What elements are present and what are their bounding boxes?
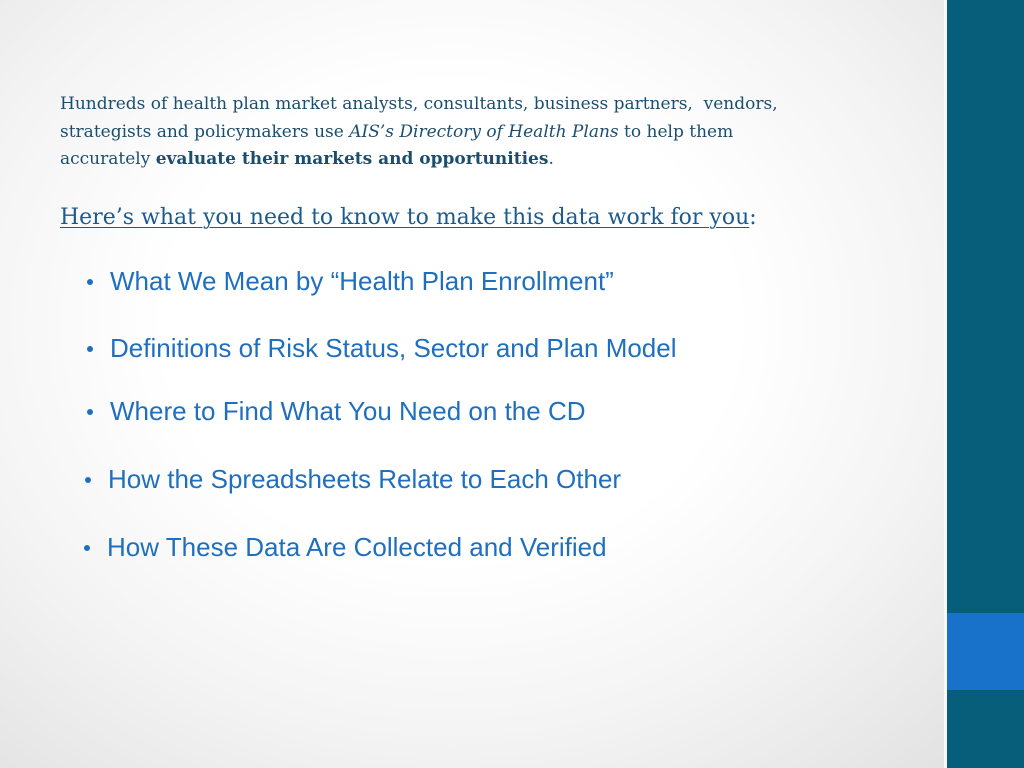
- intro-bold-phrase: evaluate their markets and opportunities: [155, 149, 549, 169]
- bullet-item: [110, 332, 677, 364]
- bullet-text: Where to Find What You Need on the CD: [110, 396, 586, 426]
- intro-line: [60, 119, 778, 147]
- bullet-text: What We Mean by “Health Plan Enrollment”: [110, 266, 614, 296]
- bullet-dot: [85, 477, 91, 483]
- intro-text: strategists and policymakers use: [60, 121, 350, 142]
- bullet-item: [108, 463, 621, 495]
- bullet-text: How These Data Are Collected and Verified: [107, 532, 607, 562]
- bullet-dot: [87, 279, 93, 285]
- intro-line: Hundreds of health plan market analysts, consultants, business partners, vendors,: [60, 94, 778, 114]
- section-heading-text: Here’s what you need to know to make this data work for you: [60, 205, 750, 230]
- bullet-dot: [84, 545, 90, 551]
- intro-line: [60, 146, 778, 174]
- intro-text: accurately: [60, 149, 156, 169]
- intro-paragraph: [60, 91, 778, 174]
- intro-text: .: [548, 149, 554, 169]
- side-accent-block: [947, 613, 1024, 690]
- bullet-dot: [87, 346, 93, 352]
- bullet-item: [110, 395, 586, 427]
- intro-text: to help them: [618, 121, 734, 142]
- bullet-text: Definitions of Risk Status, Sector and Plan Model: [110, 333, 677, 363]
- section-heading: [60, 204, 757, 232]
- bullet-text: How the Spreadsheets Relate to Each Other: [108, 464, 622, 494]
- section-heading-colon: :: [749, 205, 757, 230]
- bullet-item: [110, 265, 614, 297]
- intro-italic-title: AIS’s Directory of Health Plans: [349, 121, 619, 142]
- bullet-dot: [87, 409, 93, 415]
- bullet-item: [107, 531, 607, 563]
